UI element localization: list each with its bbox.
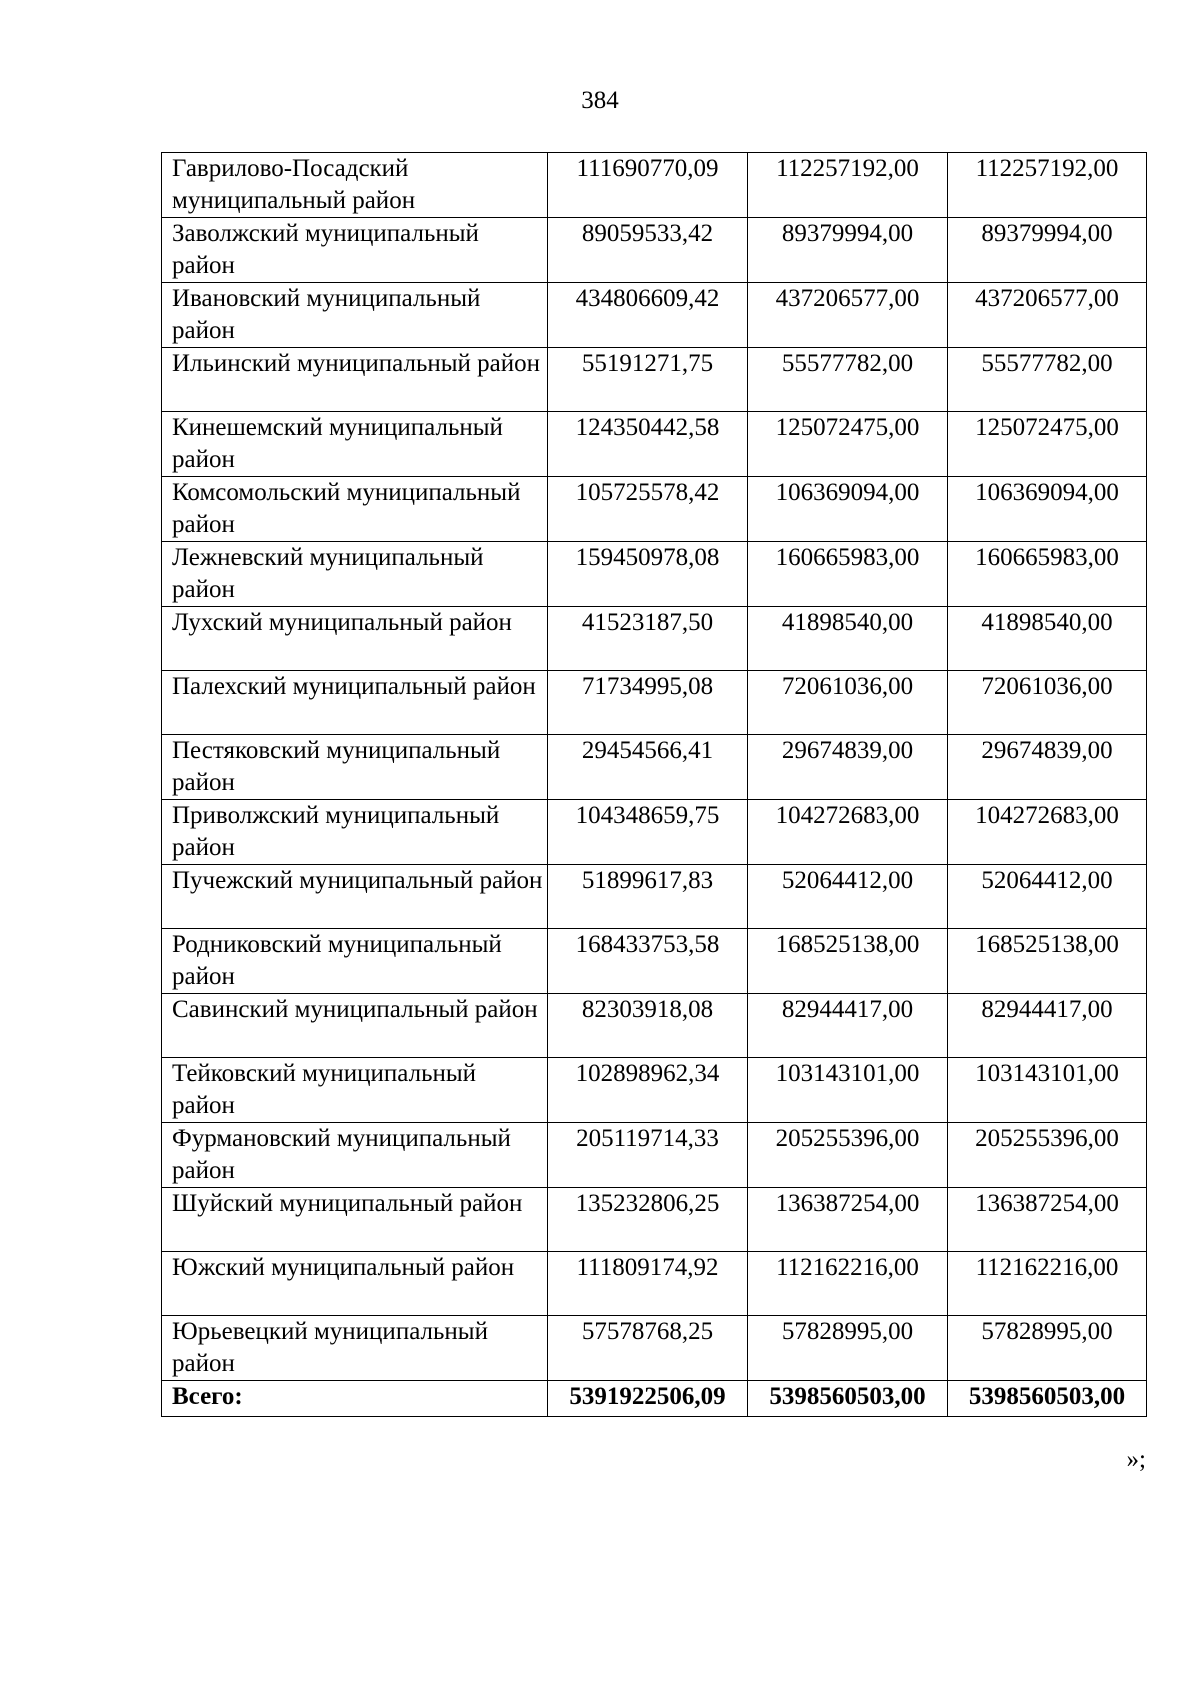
value-1-cell: 135232806,25 [548,1188,748,1252]
table-row [162,929,1147,994]
table-row [162,283,1147,348]
value-3-cell: 104272683,00 [948,800,1147,865]
value-2-cell: 160665983,00 [748,542,948,607]
value-1-cell: 159450978,08 [548,542,748,607]
district-name-cell: Ильинский муниципальный район [162,348,548,412]
district-name-cell: Комсомольский муниципальный район [162,477,548,542]
value-3-cell: 29674839,00 [948,735,1147,800]
value-3-cell: 72061036,00 [948,671,1147,735]
district-name-cell: Юрьевецкий муниципальный район [162,1316,548,1381]
district-name-cell: Шуйский муниципальный район [162,1188,548,1252]
value-2-cell: 112257192,00 [748,153,948,218]
value-2-cell: 168525138,00 [748,929,948,994]
total-value-3: 5398560503,00 [948,1381,1147,1417]
table-row [162,412,1147,477]
value-3-cell: 437206577,00 [948,283,1147,348]
value-2-cell: 205255396,00 [748,1123,948,1188]
table-row [162,1123,1147,1188]
value-2-cell: 82944417,00 [748,994,948,1058]
district-name-cell: Палехский муниципальный район [162,671,548,735]
value-3-cell: 125072475,00 [948,412,1147,477]
value-2-cell: 136387254,00 [748,1188,948,1252]
value-2-cell: 103143101,00 [748,1058,948,1123]
table-row [162,800,1147,865]
value-2-cell: 55577782,00 [748,348,948,412]
value-2-cell: 89379994,00 [748,218,948,283]
table-body [162,153,1147,1417]
value-3-cell: 168525138,00 [948,929,1147,994]
closing-quote-mark: »; [1126,1446,1146,1473]
value-1-cell: 104348659,75 [548,800,748,865]
value-3-cell: 103143101,00 [948,1058,1147,1123]
value-1-cell: 111690770,09 [548,153,748,218]
value-1-cell: 89059533,42 [548,218,748,283]
value-3-cell: 41898540,00 [948,607,1147,671]
value-2-cell: 104272683,00 [748,800,948,865]
table-row [162,865,1147,929]
district-name-cell: Кинешемский муниципальный район [162,412,548,477]
value-3-cell: 82944417,00 [948,994,1147,1058]
district-name-cell: Савинский муниципальный район [162,994,548,1058]
table-row [162,994,1147,1058]
value-3-cell: 112257192,00 [948,153,1147,218]
value-3-cell: 106369094,00 [948,477,1147,542]
table-row [162,348,1147,412]
district-name-cell: Ивановский муниципальный район [162,283,548,348]
table-row [162,1058,1147,1123]
table-row [162,671,1147,735]
value-2-cell: 41898540,00 [748,607,948,671]
value-2-cell: 57828995,00 [748,1316,948,1381]
value-1-cell: 29454566,41 [548,735,748,800]
district-name-cell: Пестяковский муниципальный район [162,735,548,800]
value-3-cell: 160665983,00 [948,542,1147,607]
value-1-cell: 57578768,25 [548,1316,748,1381]
value-2-cell: 29674839,00 [748,735,948,800]
district-name-cell: Пучежский муниципальный район [162,865,548,929]
district-name-cell: Фурмановский муниципальный район [162,1123,548,1188]
value-1-cell: 205119714,33 [548,1123,748,1188]
district-name-cell: Лухский муниципальный район [162,607,548,671]
value-1-cell: 434806609,42 [548,283,748,348]
total-value-1: 5391922506,09 [548,1381,748,1417]
value-2-cell: 72061036,00 [748,671,948,735]
total-row [162,1381,1147,1417]
table-row [162,218,1147,283]
value-2-cell: 437206577,00 [748,283,948,348]
value-1-cell: 41523187,50 [548,607,748,671]
value-3-cell: 205255396,00 [948,1123,1147,1188]
table-row [162,607,1147,671]
value-1-cell: 168433753,58 [548,929,748,994]
table-row [162,735,1147,800]
total-label: Всего: [162,1381,548,1417]
total-value-2: 5398560503,00 [748,1381,948,1417]
value-3-cell: 89379994,00 [948,218,1147,283]
district-name-cell: Родниковский муниципальный район [162,929,548,994]
table-row [162,542,1147,607]
value-1-cell: 51899617,83 [548,865,748,929]
district-name-cell: Гаврилово-Посадский муниципальный район [162,153,548,218]
value-2-cell: 112162216,00 [748,1252,948,1316]
district-name-cell: Заволжский муниципальный район [162,218,548,283]
value-1-cell: 82303918,08 [548,994,748,1058]
value-1-cell: 111809174,92 [548,1252,748,1316]
page-number: 384 [581,87,619,114]
value-1-cell: 105725578,42 [548,477,748,542]
table-row [162,1316,1147,1381]
value-2-cell: 125072475,00 [748,412,948,477]
value-3-cell: 55577782,00 [948,348,1147,412]
budget-table [161,152,1147,1417]
table-row [162,1252,1147,1316]
value-1-cell: 71734995,08 [548,671,748,735]
value-3-cell: 57828995,00 [948,1316,1147,1381]
district-name-cell: Приволжский муниципальный район [162,800,548,865]
district-name-cell: Тейковский муниципальный район [162,1058,548,1123]
table-row [162,477,1147,542]
table-row [162,153,1147,218]
value-3-cell: 112162216,00 [948,1252,1147,1316]
value-3-cell: 52064412,00 [948,865,1147,929]
district-name-cell: Южский муниципальный район [162,1252,548,1316]
district-name-cell: Лежневский муниципальный район [162,542,548,607]
value-3-cell: 136387254,00 [948,1188,1147,1252]
table-row [162,1188,1147,1252]
value-1-cell: 124350442,58 [548,412,748,477]
value-1-cell: 102898962,34 [548,1058,748,1123]
value-2-cell: 106369094,00 [748,477,948,542]
value-1-cell: 55191271,75 [548,348,748,412]
value-2-cell: 52064412,00 [748,865,948,929]
